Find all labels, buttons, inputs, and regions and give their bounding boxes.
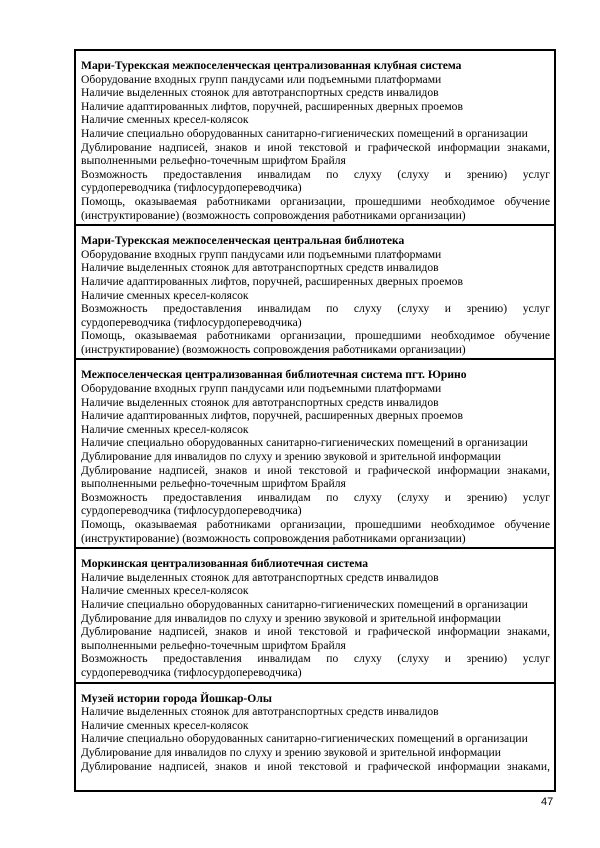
criterion-line: Наличие выделенных стоянок для автотранспортных средств инвалидов [81,86,439,100]
criterion-line: Наличие сменных кресел-колясок [81,422,249,436]
organization-section [76,684,554,792]
criterion-line: Помощь, оказываемая работниками организации, прошедшими необходимое обучение [81,518,550,531]
criterion-line: Наличие выделенных стоянок для автотранспортных средств инвалидов [81,570,439,584]
criterion-line: выполненными рельефно-точечным шрифтом Брайля [81,638,346,652]
criterion-line: Наличие сменных кресел-колясок [81,718,249,732]
criterion-line: (инструктирование) (возможность сопровождения работниками организации) [81,531,466,545]
criterion-line: Возможность предоставления инвалидам по слуху (слуху и зрению) услуг [81,302,550,316]
criterion-line: Наличие сменных кресел-колясок [81,584,249,598]
criterion-line: Помощь, оказываемая работниками организации, прошедшими необходимое обучение [81,329,550,343]
criterion-line: сурдопереводчика (тифлосурдопереводчика) [81,181,302,195]
accessibility-table [74,49,556,792]
criterion-line: сурдопереводчика (тифлосурдопереводчика) [81,665,302,679]
organization-section [76,51,554,226]
criterion-line: Наличие специально оборудованных санитарно-гигиенических помещений в организации [81,436,528,450]
criterion-line: сурдопереводчика (тифлосурдопереводчика) [81,315,302,329]
criterion-line: Наличие адаптированных лифтов, поручней, расширенных дверных проемов [81,99,463,113]
criterion-line: Наличие адаптированных лифтов, поручней, расширенных дверных проемов [81,409,463,423]
criterion-line: (инструктирование) (возможность сопровождения работниками организации) [81,208,466,222]
criterion-line: Дублирование надписей, знаков и иной текстовой и графической информации знаками, [81,759,550,773]
organization-title: Мари-Турекская межпоселенческая централизованная клубная система [81,59,462,72]
criterion-line: Наличие сменных кресел-колясок [81,288,249,302]
organization-title: Моркинская централизованная библиотечная система [81,557,369,571]
criterion-line: Наличие выделенных стоянок для автотранспортных средств инвалидов [81,705,439,719]
criterion-line: Оборудование входных групп пандусами или подъемными платформами [81,72,442,86]
criterion-line: Наличие специально оборудованных санитарно-гигиенических помещений в организации [81,126,528,140]
criterion-line: Наличие специально оборудованных санитарно-гигиенических помещений в организации [81,732,528,746]
criterion-line: Дублирование надписей, знаков и иной текстовой и графической информации знаками, [81,140,550,154]
criterion-line: Дублирование надписей, знаков и иной текстовой и графической информации знаками, [81,625,550,639]
criterion-line: Оборудование входных групп пандусами или подъемными платформами [81,247,442,261]
criterion-line: Наличие выделенных стоянок для автотранспортных средств инвалидов [81,395,439,409]
criterion-line: Возможность предоставления инвалидам по слуху (слуху и зрению) услуг [81,652,550,666]
criterion-line: Наличие специально оборудованных санитарно-гигиенических помещений в организации [81,597,528,611]
organization-title: Межпоселенческая централизованная библиотечная система пгт. Юрино [81,368,467,382]
organization-section [76,226,554,360]
organization-section [76,360,554,549]
criterion-line: Дублирование для инвалидов по слуху и зрению звуковой и зрительной информации [81,745,501,759]
organization-section [76,549,554,683]
criterion-line: Дублирование для инвалидов по слуху и зрению звуковой и зрительной информации [81,450,501,464]
page-number: 47 [541,796,554,808]
criterion-line: Оборудование входных групп пандусами или подъемными платформами [81,382,442,396]
criterion-line: выполненными рельефно-точечным шрифтом Брайля [81,154,346,168]
criterion-line: Наличие выделенных стоянок для автотранспортных средств инвалидов [81,261,439,275]
criterion-line: Наличие сменных кресел-колясок [81,113,249,127]
organization-title: Мари-Турекская межпоселенческая центральная библиотека [81,234,405,248]
criterion-line: выполненными рельефно-точечным шрифтом Брайля [81,477,346,491]
criterion-line: Возможность предоставления инвалидам по слуху (слуху и зрению) услуг [81,490,550,504]
criterion-line: Дублирование для инвалидов по слуху и зрению звуковой и зрительной информации [81,611,501,625]
criterion-line: сурдопереводчика (тифлосурдопереводчика) [81,504,302,518]
criterion-line: Наличие адаптированных лифтов, поручней, расширенных дверных проемов [81,274,463,288]
criterion-line: Возможность предоставления инвалидам по слуху (слуху и зрению) услуг [81,167,550,181]
criterion-line: (инструктирование) (возможность сопровождения работниками организации) [81,342,466,356]
criterion-line: Дублирование надписей, знаков и иной текстовой и графической информации знаками, [81,463,550,477]
organization-title: Музей истории города Йошкар-Олы [81,691,272,705]
criterion-line: Помощь, оказываемая работниками организации, прошедшими необходимое обучение [81,194,550,208]
